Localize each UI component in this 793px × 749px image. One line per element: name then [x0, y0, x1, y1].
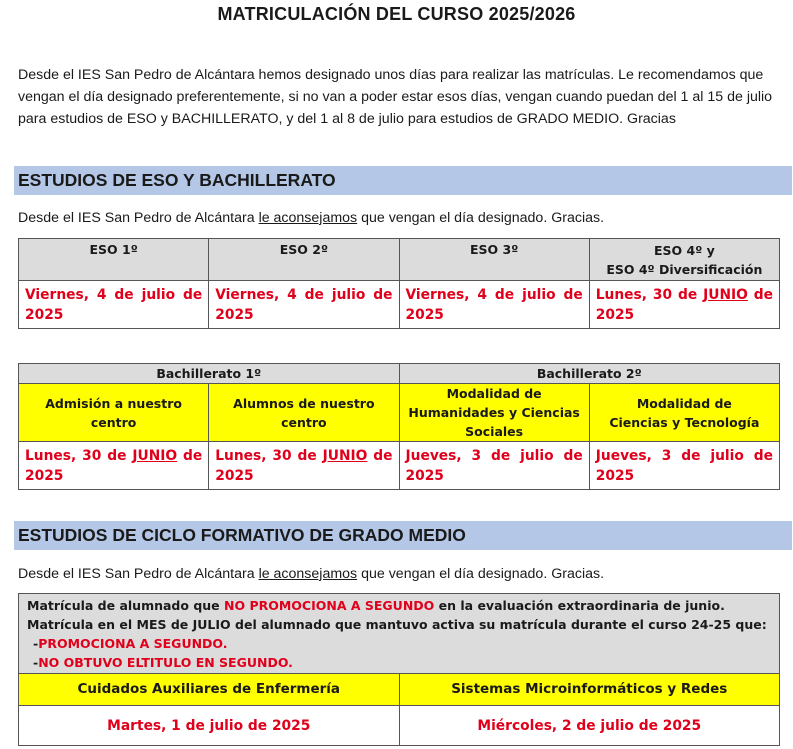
header-bachillerato-2: Bachillerato 2º — [399, 364, 780, 384]
info-item-2 — [27, 653, 771, 672]
date-text: Lunes, 30 de — [595, 286, 704, 303]
ciclo-note — [18, 566, 604, 582]
date-bach-ciencias — [589, 442, 779, 490]
note-suffix: que vengan el día designado. Gracias. — [357, 566, 605, 582]
info-text: Matrícula de alumnado que — [27, 597, 224, 613]
date-text: Viernes, 4 de julio de 2025 — [215, 286, 393, 323]
date-month-underlined: JUNIO — [132, 447, 178, 464]
ciclo-info-cell — [19, 594, 780, 674]
bachillerato-schedule-table — [18, 363, 780, 490]
header-eso-3: ESO 3º — [399, 239, 589, 281]
subheader-ciencias: Modalidad de Ciencias y Tecnología — [589, 384, 779, 442]
eso-schedule-table — [18, 238, 780, 329]
date-text: Lunes, 30 de — [25, 447, 133, 464]
info-line-1 — [27, 596, 771, 615]
table-subheader-row — [19, 384, 780, 442]
eso-note — [18, 210, 604, 226]
date-month-underlined: JUNIO — [322, 447, 368, 464]
course-enfermeria: Cuidados Auxiliares de Enfermería — [19, 674, 400, 706]
header-bachillerato-1: Bachillerato 1º — [19, 364, 400, 384]
header-eso-4-line2: ESO 4º Diversificación — [606, 261, 763, 277]
date-eso-1 — [19, 281, 209, 329]
table-row — [19, 706, 780, 746]
date-text: de 2025 — [215, 447, 393, 484]
subheader-humanidades: Modalidad de Humanidades y Ciencias Sociales — [399, 384, 589, 442]
date-smr: Miércoles, 2 de julio de 2025 — [399, 706, 780, 746]
table-row — [19, 281, 780, 329]
info-text: en la evaluación extraordinaria de junio. — [434, 597, 725, 613]
header-eso-1: ESO 1º — [19, 239, 209, 281]
table-row — [19, 442, 780, 490]
date-text: de 2025 — [25, 447, 203, 484]
note-suffix: que vengan el día designado. Gracias. — [357, 210, 605, 226]
note-emphasis: le aconsejamos — [258, 566, 358, 582]
info-item-1 — [27, 634, 771, 653]
header-eso-4-line1: ESO 4º y — [653, 242, 715, 258]
date-text: de 2025 — [595, 286, 773, 323]
date-text: Jueves, 3 de julio de 2025 — [405, 447, 583, 484]
section-header-eso-bachillerato: ESTUDIOS DE ESO Y BACHILLERATO — [14, 166, 792, 195]
date-enfermeria: Martes, 1 de julio de 2025 — [19, 706, 400, 746]
date-bach-alumnos — [209, 442, 399, 490]
table-header-row — [19, 239, 780, 281]
info-highlight: PROMOCIONA A SEGUNDO. — [38, 635, 228, 651]
table-group-row — [19, 364, 780, 384]
header-eso-2: ESO 2º — [209, 239, 399, 281]
date-text: Viernes, 4 de julio de 2025 — [25, 286, 203, 323]
date-text: Lunes, 30 de — [215, 447, 323, 464]
subheader-alumnos-centro: Alumnos de nuestro centro — [209, 384, 399, 442]
date-eso-2 — [209, 281, 399, 329]
date-month-underlined: JUNIO — [703, 286, 748, 303]
date-eso-3 — [399, 281, 589, 329]
course-header-row — [19, 674, 780, 706]
page-title: MATRICULACIÓN DEL CURSO 2025/2026 — [217, 4, 576, 24]
date-bach-admision — [19, 442, 209, 490]
date-eso-4 — [589, 281, 779, 329]
note-prefix: Desde el IES San Pedro de Alcántara — [18, 566, 259, 582]
date-text: Viernes, 4 de julio de 2025 — [405, 286, 583, 323]
course-smr: Sistemas Microinformáticos y Redes — [399, 674, 780, 706]
header-eso-4 — [589, 239, 779, 281]
info-line-2: Matrícula en el MES de JULIO del alumnado que mantuvo activa su matrícula durante el curso 24-25 que: — [27, 616, 767, 632]
info-row — [19, 594, 780, 674]
note-prefix: Desde el IES San Pedro de Alcántara — [18, 210, 259, 226]
info-dash: - — [33, 635, 39, 651]
subheader-admision: Admisión a nuestro centro — [19, 384, 209, 442]
ciclo-schedule-table — [18, 593, 780, 746]
info-highlight: NO OBTUVO ELTITULO EN SEGUNDO. — [38, 654, 293, 670]
info-highlight: NO PROMOCIONA A SEGUNDO — [224, 597, 435, 613]
intro-paragraph: Desde el IES San Pedro de Alcántara hemos designado unos días para realizar las matrículas. Le recomendamos que vengan el día designado preferentemente, si no van a poder estar esos días, vengan cuando puedan del 1 al 15 de julio para estudios de ESO y BACHILLERATO, y del 1 al 8 de julio para estudios de GRADO MEDIO. Gracias — [18, 67, 773, 127]
note-emphasis: le aconsejamos — [258, 210, 358, 226]
date-text: Jueves, 3 de julio de 2025 — [595, 447, 773, 484]
section-header-ciclo-formativo: ESTUDIOS DE CICLO FORMATIVO DE GRADO MEDIO — [14, 521, 792, 550]
info-dash: - — [33, 654, 39, 670]
date-bach-humanidades — [399, 442, 589, 490]
